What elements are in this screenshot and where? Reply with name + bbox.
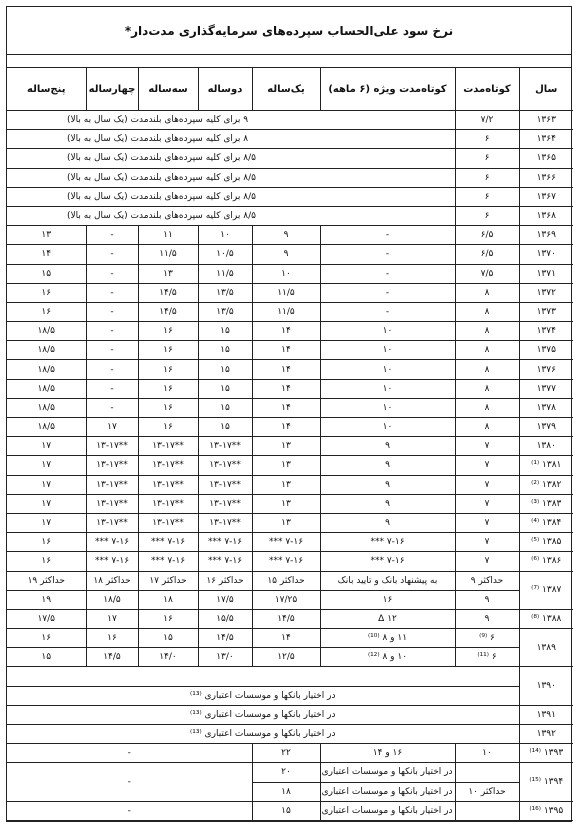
rate-cell: - — [320, 264, 455, 283]
rate-cell: ۸ — [455, 341, 519, 360]
rate-cell: ۹ — [252, 245, 320, 264]
table-row — [7, 513, 573, 532]
rate-cell: ۱۸/۵ — [7, 322, 86, 341]
rate-cell: ۱۷/۵ — [7, 609, 86, 628]
table-row — [7, 111, 573, 130]
one-year-cell: ۲۰ — [252, 763, 320, 782]
short-term-cell: ۶ — [455, 130, 519, 149]
rate-cell: ۸ — [455, 283, 519, 302]
short-term-cell: ۱۰ — [455, 744, 519, 763]
table-row — [7, 475, 573, 494]
header-one-year: یک‌ساله — [252, 68, 320, 111]
rate-cell: ۱۴/۵ — [86, 648, 138, 667]
rate-cell: ۱۵ — [198, 379, 252, 398]
table-body — [7, 111, 573, 821]
rate-cell: ۱۸/۵ — [7, 398, 86, 417]
year-cell: ۱۳۷۷ — [519, 379, 573, 398]
rate-cell: به پیشنهاد بانک و تایید بانک — [320, 571, 455, 590]
rate-cell: ۱۶ — [138, 379, 198, 398]
rate-cell: ۷ — [455, 456, 519, 475]
special-cell: ۱۶ و ۱۴ — [320, 744, 455, 763]
rate-cell: ۱۴ — [252, 629, 320, 648]
table-row — [7, 456, 573, 475]
year-cell: ۱۳۸۷ ⁽⁷⁾ — [519, 571, 573, 609]
rest-cell: - — [7, 744, 252, 763]
rate-cell: ۷-۱۶ *** — [198, 552, 252, 571]
table-row — [7, 264, 573, 283]
rate-cell: ۷ — [455, 475, 519, 494]
table-row — [7, 667, 573, 686]
rate-cell: **۱۳-۱۷ — [198, 494, 252, 513]
year-cell: ۱۳۸۲ ⁽²⁾ — [519, 475, 573, 494]
rate-cell: **۱۳-۱۷ — [138, 513, 198, 532]
short-term-cell: حداکثر ۱۰ — [455, 782, 519, 801]
rate-cell: ۱۴ — [252, 322, 320, 341]
rate-cell: ۱۵ — [138, 629, 198, 648]
rate-cell: ۱۶ — [7, 283, 86, 302]
rate-cell: ۱۸/۵ — [7, 418, 86, 437]
table-row — [7, 341, 573, 360]
table-title: نرخ سود علی‌الحساب سپرده‌های سرمایه‌گذاری مدت‌دار* — [7, 7, 571, 55]
rate-cell: ۹ — [320, 475, 455, 494]
rate-cell: ۷-۱۶ *** — [320, 552, 455, 571]
table-row — [7, 379, 573, 398]
rate-cell: ۸ — [455, 302, 519, 321]
rate-cell: ۷ — [455, 513, 519, 532]
rate-cell: ۱۷ — [7, 494, 86, 513]
table-row — [7, 322, 573, 341]
rate-cell: ۷-۱۶ *** — [138, 552, 198, 571]
rate-cell: ۶ ⁽⁹⁾ — [455, 629, 519, 648]
rate-cell: ۱۶ — [138, 360, 198, 379]
rate-cell: - — [86, 283, 138, 302]
rate-cell: ۱۰ — [320, 398, 455, 417]
one-year-cell: ۱۵ — [252, 801, 320, 820]
rate-cell: ۱۳ — [252, 513, 320, 532]
rate-cell: **۱۳-۱۷ — [86, 475, 138, 494]
rate-cell: **۱۳-۱۷ — [198, 437, 252, 456]
year-cell: ۱۳۸۴ ⁽⁴⁾ — [519, 513, 573, 532]
rate-cell: ۱۵/۵ — [198, 609, 252, 628]
table-row — [7, 552, 573, 571]
short-term-cell: ۶ — [455, 149, 519, 168]
rate-cell: ۱۸/۵ — [7, 341, 86, 360]
rate-cell: **۱۳-۱۷ — [198, 475, 252, 494]
year-cell: ۱۳۸۶ ⁽⁶⁾ — [519, 552, 573, 571]
rate-cell: ۷-۱۶ *** — [320, 533, 455, 552]
rate-cell: ۹ — [320, 437, 455, 456]
table-row — [7, 686, 573, 705]
rate-cell: ۸ — [455, 360, 519, 379]
title-spacer — [7, 55, 571, 68]
empty-cell — [7, 667, 519, 686]
table-row — [7, 437, 573, 456]
year-cell: ۱۳۹۱ — [519, 705, 573, 724]
rate-cell: ۱۷ — [7, 475, 86, 494]
rate-cell: ۱۷ — [86, 609, 138, 628]
rate-cell: - — [86, 302, 138, 321]
year-cell: ۱۳۶۸ — [519, 206, 573, 225]
rate-cell: ۱۶ — [7, 629, 86, 648]
rate-cell: ۱۲/۵ — [252, 648, 320, 667]
rate-cell: ۹ — [320, 513, 455, 532]
rate-cell: ۱۷ — [7, 456, 86, 475]
year-cell: ۱۳۶۴ — [519, 130, 573, 149]
table-row — [7, 226, 573, 245]
rate-cell: ۷-۱۶ *** — [86, 533, 138, 552]
rate-cell: ۷ — [455, 552, 519, 571]
table-row — [7, 187, 573, 206]
rate-cell: ۷-۱۶ *** — [252, 552, 320, 571]
header-two-year: دوساله — [198, 68, 252, 111]
rate-cell: - — [86, 341, 138, 360]
table-row — [7, 283, 573, 302]
rate-cell: ۱۶ — [7, 552, 86, 571]
rate-cell: ۱۰ و ۸ ⁽¹²⁾ — [320, 648, 455, 667]
year-cell: ۱۳۸۹ — [519, 629, 573, 667]
rate-cell: ۱۳ — [252, 437, 320, 456]
table-row — [7, 629, 573, 648]
table-row — [7, 533, 573, 552]
rate-cell: - — [86, 226, 138, 245]
rate-cell: ۱۲ Δ — [320, 609, 455, 628]
long-term-note-cell: ۸/۵ برای کلیه سپرده‌های بلندمدت (یک سال به بالا) — [7, 149, 455, 168]
rate-cell: - — [320, 302, 455, 321]
header-year: سال — [519, 68, 573, 111]
rate-cell: ۷-۱۶ *** — [198, 533, 252, 552]
year-cell: ۱۳۹۳ ⁽¹⁴⁾ — [519, 744, 573, 763]
rate-cell: ۱۰ — [198, 226, 252, 245]
table-row — [7, 149, 573, 168]
rate-cell: ۱۰ — [252, 264, 320, 283]
long-term-note-cell: ۸/۵ برای کلیه سپرده‌های بلندمدت (یک سال به بالا) — [7, 168, 455, 187]
rate-cell: ۱۶ — [7, 302, 86, 321]
rate-cell: ۱۳/۵ — [198, 302, 252, 321]
rate-cell: **۱۳-۱۷ — [138, 494, 198, 513]
rate-cell: ۱۷ — [7, 513, 86, 532]
rate-cell: ۱۱/۵ — [198, 264, 252, 283]
header-five-year: پنج‌ساله — [7, 68, 86, 111]
year-cell: ۱۳۶۹ — [519, 226, 573, 245]
year-cell: ۱۳۸۵ ⁽⁵⁾ — [519, 533, 573, 552]
year-cell: ۱۳۸۳ ⁽³⁾ — [519, 494, 573, 513]
rates-table-sheet — [6, 6, 572, 822]
rate-cell: ۱۱ — [138, 226, 198, 245]
rate-cell: ۷/۵ — [455, 264, 519, 283]
table-row — [7, 763, 573, 782]
rate-cell: ۱۳/۵ — [198, 283, 252, 302]
header-row — [7, 68, 573, 111]
rate-cell: ۱۶ — [138, 609, 198, 628]
rate-cell: ۱۱/۵ — [252, 283, 320, 302]
rate-cell: ۱۳/۰ — [198, 648, 252, 667]
rate-cell: - — [86, 264, 138, 283]
table-row — [7, 130, 573, 149]
year-cell: ۱۳۸۰ — [519, 437, 573, 456]
table-row — [7, 418, 573, 437]
banks-cell: در اختیار بانکها و موسسات اعتباری — [320, 763, 455, 782]
long-term-note-cell: ۸/۵ برای کلیه سپرده‌های بلندمدت (یک سال به بالا) — [7, 206, 455, 225]
rate-cell: ۹ — [320, 456, 455, 475]
rate-cell: **۱۳-۱۷ — [138, 456, 198, 475]
rate-cell: حداکثر ۱۵ — [252, 571, 320, 590]
rate-cell: ۱۰ — [320, 379, 455, 398]
rate-cell: **۱۳-۱۷ — [86, 494, 138, 513]
rate-cell: **۱۳-۱۷ — [86, 456, 138, 475]
year-cell: ۱۳۸۱ ⁽¹⁾ — [519, 456, 573, 475]
rate-cell: ۹ — [252, 226, 320, 245]
year-cell: ۱۳۹۰ — [519, 667, 573, 705]
rate-cell: حداکثر ۱۶ — [198, 571, 252, 590]
rate-cell: ۸ — [455, 418, 519, 437]
rate-cell: **۱۳-۱۷ — [138, 475, 198, 494]
banks-note-cell: در اختیار بانکها و موسسات اعتباری ⁽¹³⁾ — [7, 705, 519, 724]
year-cell: ۱۳۹۵ ⁽¹⁶⁾ — [519, 801, 573, 820]
rate-cell: ۱۷ — [86, 418, 138, 437]
table-row — [7, 705, 573, 724]
rate-cell: ۱۶ — [86, 629, 138, 648]
rate-cell: ۹ — [455, 590, 519, 609]
header-four-year: چهارساله — [86, 68, 138, 111]
rate-cell: ۹ — [320, 494, 455, 513]
header-short-term: کوتاه‌مدت — [455, 68, 519, 111]
year-cell: ۱۳۹۲ — [519, 725, 573, 744]
rate-cell: ۱۵ — [7, 648, 86, 667]
rate-cell: ۱۵ — [198, 360, 252, 379]
rate-cell: ۱۹ — [7, 590, 86, 609]
year-cell: ۱۳۶۶ — [519, 168, 573, 187]
rate-cell: ۱۴ — [252, 418, 320, 437]
table-row — [7, 206, 573, 225]
rate-cell: - — [86, 398, 138, 417]
rate-cell: ۱۸ — [138, 590, 198, 609]
rate-cell: ۱۰ — [320, 341, 455, 360]
rate-cell: ۱۵ — [198, 398, 252, 417]
rate-cell: ۶/۵ — [455, 245, 519, 264]
table-row — [7, 168, 573, 187]
rate-cell: ۸ — [455, 398, 519, 417]
rate-cell: حداکثر ۱۹ — [7, 571, 86, 590]
rate-cell: ۱۶ — [320, 590, 455, 609]
rate-cell: - — [86, 379, 138, 398]
table-row — [7, 571, 573, 590]
year-cell: ۱۳۶۵ — [519, 149, 573, 168]
rate-cell: ۱۵ — [7, 264, 86, 283]
interest-rates-table — [7, 68, 573, 821]
short-term-cell: ۶ — [455, 168, 519, 187]
header-three-year: سه‌ساله — [138, 68, 198, 111]
rate-cell: ۱۶ — [138, 418, 198, 437]
table-row — [7, 398, 573, 417]
rate-cell: ۱۴/۵ — [198, 629, 252, 648]
rate-cell: ۷ — [455, 494, 519, 513]
year-cell: ۱۳۷۵ — [519, 341, 573, 360]
header-special-short: کوتاه‌مدت ویژه (۶ ماهه) — [320, 68, 455, 111]
banks-cell: در اختیار بانکها و موسسات اعتباری — [320, 782, 455, 801]
rate-cell: ۱۴/۵ — [138, 302, 198, 321]
rate-cell: **۱۳-۱۷ — [198, 513, 252, 532]
year-cell: ۱۳۷۱ — [519, 264, 573, 283]
rate-cell: ۷-۱۶ *** — [86, 552, 138, 571]
rate-cell: - — [320, 226, 455, 245]
rate-cell: ۱۶ — [138, 322, 198, 341]
rate-cell: حداکثر ۱۷ — [138, 571, 198, 590]
rate-cell: ۷ — [455, 533, 519, 552]
rate-cell: ۱۶ — [138, 398, 198, 417]
year-cell: ۱۳۷۸ — [519, 398, 573, 417]
table-row — [7, 725, 573, 744]
table-row — [7, 302, 573, 321]
year-cell: ۱۳۶۷ — [519, 187, 573, 206]
rate-cell: ۱۳ — [252, 494, 320, 513]
rate-cell: ۱۴/۰ — [138, 648, 198, 667]
year-cell: ۱۳۶۳ — [519, 111, 573, 130]
rate-cell: ۱۱/۵ — [252, 302, 320, 321]
rate-cell: - — [86, 245, 138, 264]
table-row — [7, 744, 573, 763]
rate-cell: ۶/۵ — [455, 226, 519, 245]
rate-cell: ۱۷ — [7, 437, 86, 456]
table-row — [7, 801, 573, 820]
year-cell: ۱۳۷۰ — [519, 245, 573, 264]
rate-cell: ۱۳ — [138, 264, 198, 283]
rate-cell: ۱۸/۵ — [7, 379, 86, 398]
rate-cell: ۶ ⁽¹¹⁾ — [455, 648, 519, 667]
rest-cell: - — [7, 801, 252, 820]
rate-cell: ۱۸/۵ — [7, 360, 86, 379]
rate-cell: ۱۱/۵ — [138, 245, 198, 264]
banks-cell: در اختیار بانکها و موسسات اعتباری — [320, 801, 455, 820]
rate-cell: **۱۳-۱۷ — [198, 456, 252, 475]
long-term-note-cell: ۸/۵ برای کلیه سپرده‌های بلندمدت (یک سال به بالا) — [7, 187, 455, 206]
rate-cell: ۱۰ — [320, 322, 455, 341]
year-cell: ۱۳۹۴ ⁽¹⁵⁾ — [519, 763, 573, 801]
year-cell: ۱۳۷۳ — [519, 302, 573, 321]
rate-cell: - — [86, 360, 138, 379]
table-row — [7, 494, 573, 513]
year-cell: ۱۳۷۴ — [519, 322, 573, 341]
rate-cell: ۸ — [455, 322, 519, 341]
table-row — [7, 360, 573, 379]
year-cell: ۱۳۷۲ — [519, 283, 573, 302]
rate-cell: ۱۷/۵ — [198, 590, 252, 609]
rate-cell: حداکثر ۱۸ — [86, 571, 138, 590]
year-cell: ۱۳۷۶ — [519, 360, 573, 379]
rate-cell: ۱۷/۲۵ — [252, 590, 320, 609]
banks-note-cell: در اختیار بانکها و موسسات اعتباری ⁽¹³⁾ — [7, 725, 519, 744]
rate-cell: ۱۵ — [198, 341, 252, 360]
short-term-cell: ۷/۲ — [455, 111, 519, 130]
one-year-cell: ۲۲ — [252, 744, 320, 763]
rate-cell: ۱۳ — [252, 456, 320, 475]
table-row — [7, 609, 573, 628]
long-term-note-cell: ۸ برای کلیه سپرده‌های بلندمدت (یک سال به بالا) — [7, 130, 455, 149]
rate-cell: ۱۶ — [7, 533, 86, 552]
year-cell: ۱۳۸۸ ⁽⁸⁾ — [519, 609, 573, 628]
rate-cell: ۱۴ — [252, 341, 320, 360]
rate-cell: ۱۴ — [252, 398, 320, 417]
rate-cell: **۱۳-۱۷ — [86, 437, 138, 456]
rate-cell: ۱۶ — [138, 341, 198, 360]
rate-cell: ۱۵ — [198, 418, 252, 437]
rest-cell: - — [7, 763, 252, 801]
rate-cell: ۱۰ — [320, 418, 455, 437]
rate-cell: حداکثر ۹ — [455, 571, 519, 590]
rate-cell: ۱۴/۵ — [252, 609, 320, 628]
rate-cell: ۱۴ — [252, 379, 320, 398]
rate-cell: ۱۰/۵ — [198, 245, 252, 264]
table-row — [7, 648, 573, 667]
rate-cell: ۸ — [455, 379, 519, 398]
long-term-note-cell: ۹ برای کلیه سپرده‌های بلندمدت (یک سال به بالا) — [7, 111, 455, 130]
empty-cell — [455, 763, 519, 782]
empty-cell — [455, 801, 519, 820]
rate-cell: ۱۴ — [7, 245, 86, 264]
rate-cell: ۱۱ و ۸ ⁽¹⁰⁾ — [320, 629, 455, 648]
rate-cell: ۷-۱۶ *** — [138, 533, 198, 552]
rate-cell: ۱۴/۵ — [138, 283, 198, 302]
rate-cell: ۱۳ — [7, 226, 86, 245]
rate-cell: ۱۰ — [320, 360, 455, 379]
rate-cell: - — [320, 283, 455, 302]
rate-cell: ۱۴ — [252, 360, 320, 379]
table-row — [7, 245, 573, 264]
rate-cell: ۱۸/۵ — [86, 590, 138, 609]
one-year-cell: ۱۸ — [252, 782, 320, 801]
rate-cell: ۹ — [455, 609, 519, 628]
rate-cell: ۱۵ — [198, 322, 252, 341]
year-cell: ۱۳۷۹ — [519, 418, 573, 437]
short-term-cell: ۶ — [455, 206, 519, 225]
rate-cell: ۱۳ — [252, 475, 320, 494]
rate-cell: ۷-۱۶ *** — [252, 533, 320, 552]
rate-cell: - — [86, 322, 138, 341]
short-term-cell: ۶ — [455, 187, 519, 206]
banks-note-cell: در اختیار بانکها و موسسات اعتباری ⁽¹³⁾ — [7, 686, 519, 705]
rate-cell: **۱۳-۱۷ — [86, 513, 138, 532]
table-row — [7, 590, 573, 609]
rate-cell: ۷ — [455, 437, 519, 456]
rate-cell: - — [320, 245, 455, 264]
rate-cell: **۱۳-۱۷ — [138, 437, 198, 456]
